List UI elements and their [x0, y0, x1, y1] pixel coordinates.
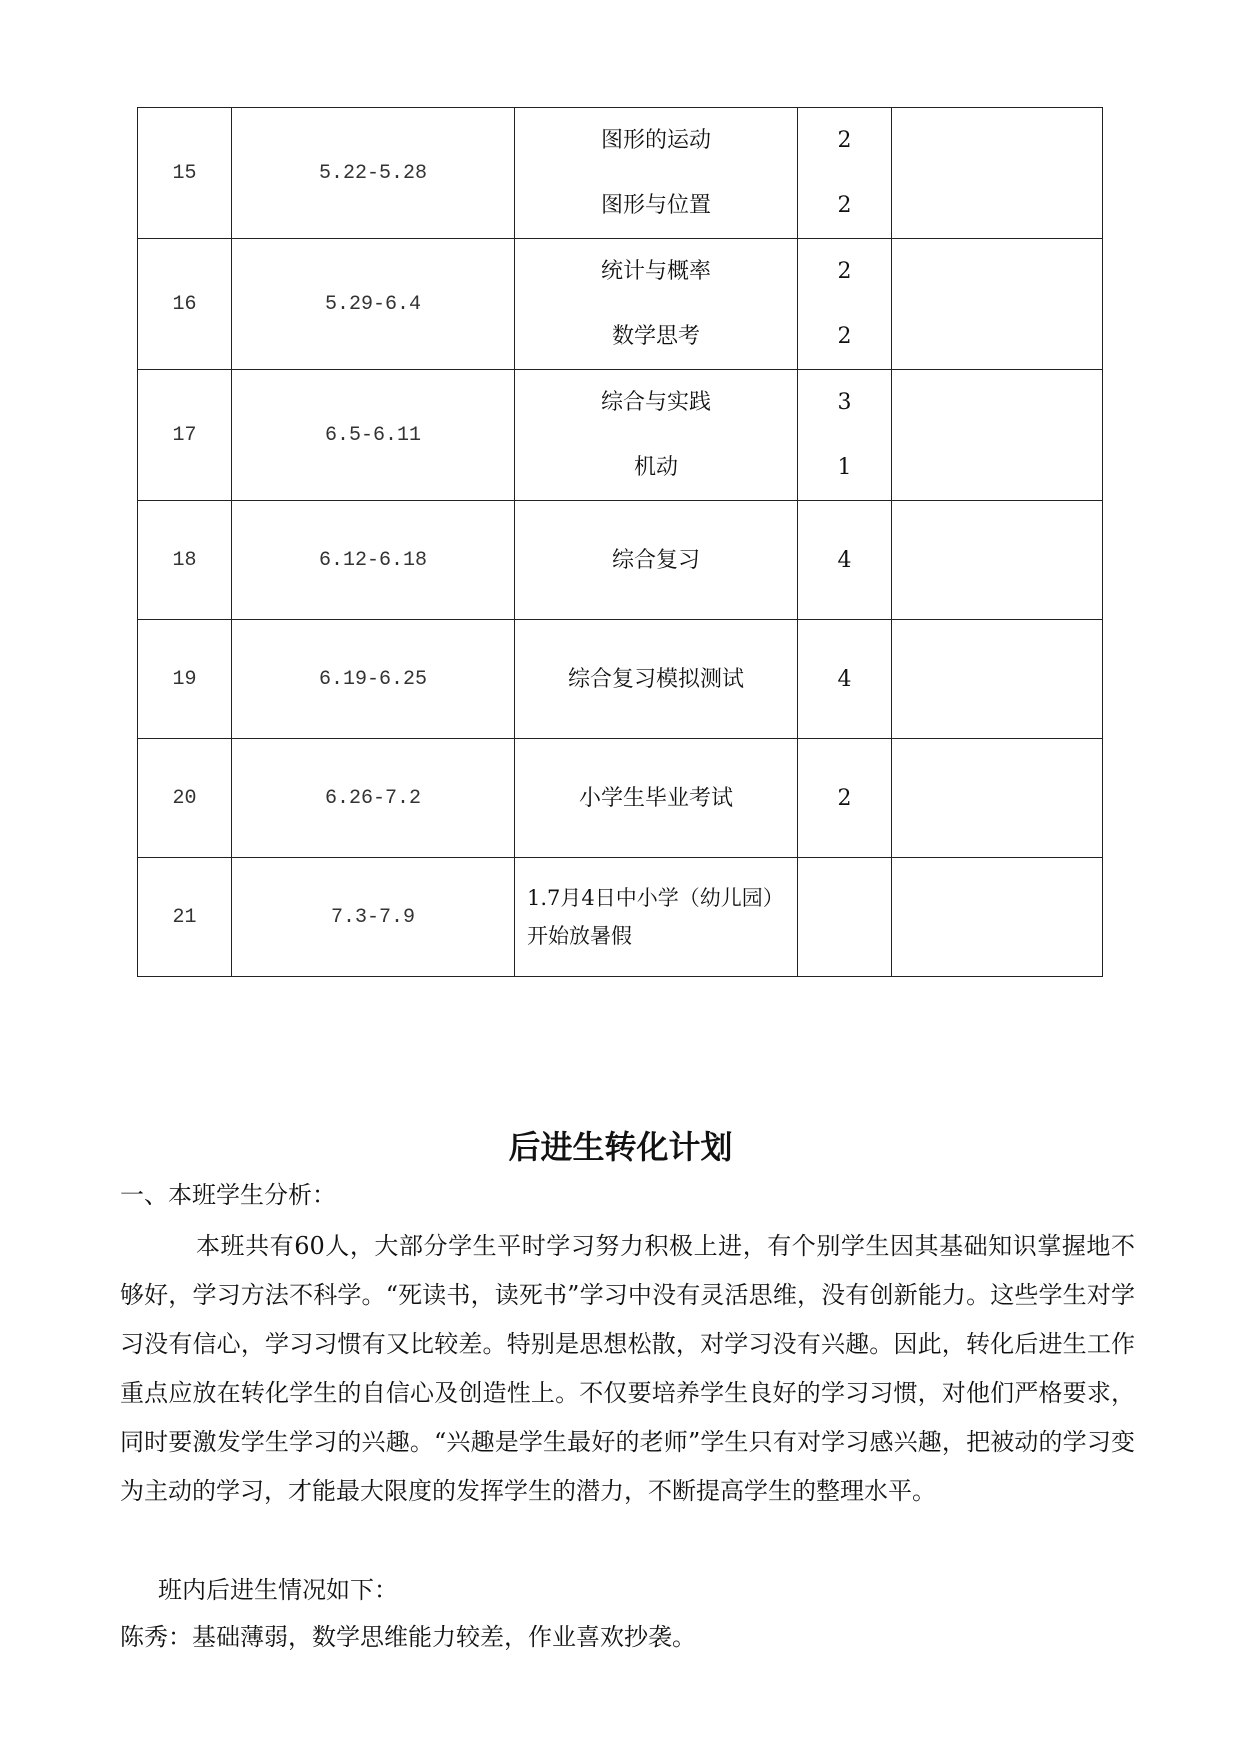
- hours-line: 4: [837, 547, 852, 573]
- hours-cell: [798, 739, 892, 858]
- hours-line: 1: [837, 455, 852, 480]
- table-row: [138, 501, 1103, 620]
- content-line: 综合复习: [611, 547, 700, 573]
- date-cell: 6.12-6.18: [232, 501, 515, 620]
- hours-line: 4: [837, 666, 852, 692]
- content-line: 数学思考: [611, 324, 700, 349]
- date-cell: 5.29-6.4: [232, 239, 515, 370]
- content-line: 综合与实践: [600, 390, 711, 415]
- date-cell: 7.3-7.9: [232, 858, 515, 977]
- situation-intro: 班内后进生情况如下：: [158, 1576, 398, 1604]
- hours-line: 2: [837, 128, 852, 153]
- table-row: [138, 739, 1103, 858]
- date-cell: 6.26-7.2: [232, 739, 515, 858]
- hours-cell: [798, 858, 892, 977]
- remark-cell: [892, 739, 1103, 858]
- analysis-paragraph: 本班共有60人，大部分学生平时学习努力积极上进，有个别学生因其基础知识掌握地不够好，学习方法不科学。“死读书，读死书”学习中没有灵活思维，没有创新能力。这些学生对学习没有信心，学习习惯有又比较差。特别是思想松散，对学习没有兴趣。因此，转化后进生工作重点应放在转化学生的自信心及创造性上。不仅要培养学生良好的学习习惯，对他们严格要求，同时要激发学生学习的兴趣。“兴趣是学生最好的老师”学生只有对学习感兴趣，把被动的学习变为主动的学习，才能最大限度的发挥学生的潜力，不断提高学生的整理水平。: [120, 1232, 1135, 1505]
- week-cell: 19: [138, 620, 232, 739]
- content-line: 小学生毕业考试: [578, 785, 733, 811]
- remark-cell: [892, 858, 1103, 977]
- remark-cell: [892, 239, 1103, 370]
- plan-title: 后进生转化计划: [508, 1128, 733, 1166]
- content-cell: [515, 108, 798, 239]
- content-line: 图形的运动: [600, 128, 711, 153]
- hours-line: 3: [837, 390, 852, 415]
- student-entry: 陈秀：基础薄弱，数学思维能力较差，作业喜欢抄袭。: [120, 1623, 696, 1651]
- table-row: [138, 370, 1103, 501]
- remark-cell: [892, 501, 1103, 620]
- content-cell: [515, 370, 798, 501]
- schedule-body: [138, 108, 1103, 977]
- table-row: [138, 239, 1103, 370]
- remark-cell: [892, 108, 1103, 239]
- week-cell: 21: [138, 858, 232, 977]
- date-cell: 6.5-6.11: [232, 370, 515, 501]
- date-cell: 6.19-6.25: [232, 620, 515, 739]
- content-cell: [515, 239, 798, 370]
- table-row: [138, 620, 1103, 739]
- hours-line: 2: [837, 193, 852, 218]
- remark-cell: [892, 620, 1103, 739]
- content-cell: 1.7月4日中小学（幼儿园）开始放暑假: [515, 858, 798, 977]
- remark-cell: [892, 370, 1103, 501]
- week-cell: 16: [138, 239, 232, 370]
- content-cell: [515, 739, 798, 858]
- table-row: [138, 858, 1103, 977]
- hours-cell: [798, 108, 892, 239]
- hours-cell: [798, 370, 892, 501]
- content-cell: [515, 501, 798, 620]
- date-cell: 5.22-5.28: [232, 108, 515, 239]
- content-line: 综合复习模拟测试: [567, 666, 744, 692]
- week-cell: 20: [138, 739, 232, 858]
- hours-cell: [798, 501, 892, 620]
- content-line: 统计与概率: [600, 259, 711, 284]
- week-cell: 15: [138, 108, 232, 239]
- content-cell: [515, 620, 798, 739]
- hours-cell: [798, 239, 892, 370]
- content-line: 机动: [633, 455, 678, 480]
- hours-line: 2: [837, 785, 852, 811]
- table-row: [138, 108, 1103, 239]
- content-line: 图形与位置: [600, 193, 711, 218]
- hours-line: 2: [837, 324, 852, 349]
- week-cell: 17: [138, 370, 232, 501]
- schedule-table: [137, 107, 1103, 977]
- hours-line: 2: [837, 259, 852, 284]
- week-cell: 18: [138, 501, 232, 620]
- section-heading: 一、本班学生分析：: [120, 1181, 336, 1209]
- hours-cell: [798, 620, 892, 739]
